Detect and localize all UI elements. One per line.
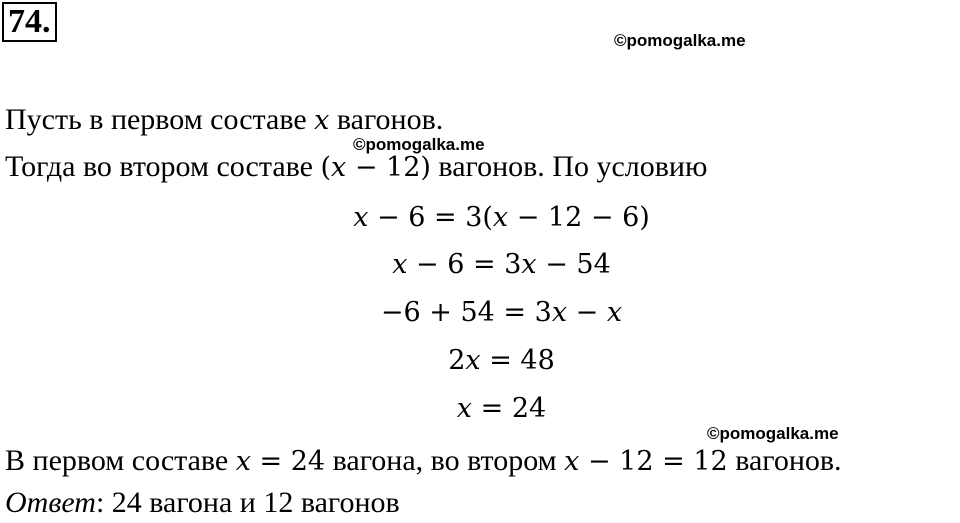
line1-text-a: Пусть в первом составе: [5, 103, 315, 136]
equation-2: [0, 245, 960, 285]
eq4-pre: 2: [448, 345, 466, 376]
eq4-rest1: = 48: [480, 345, 555, 376]
eq3-mid: −: [567, 297, 607, 328]
eq3-var2: x: [606, 297, 623, 328]
eq1-var1: x: [353, 202, 369, 233]
line1-text-b: вагонов.: [329, 103, 444, 136]
equation-4: [0, 341, 960, 381]
eq2-var1: x: [392, 249, 408, 280]
answer-text: : 24 вагона и 12 вагонов: [95, 486, 400, 519]
solution-line-1: [5, 100, 443, 141]
watermark-middle: ©pomogalka.me: [353, 135, 485, 154]
line2-paren: (: [320, 152, 331, 183]
eq2-rest1: − 6 = 3: [407, 249, 522, 280]
equation-1: [0, 198, 960, 238]
eq1-rest1: − 6 = 3(: [368, 202, 493, 233]
conclusion-math1-rest: = 24: [250, 446, 326, 477]
problem-number: 74.: [2, 2, 57, 42]
line2-variable: x: [331, 152, 347, 183]
line1-variable: x: [314, 105, 330, 136]
eq5-rest1: = 24: [472, 393, 547, 424]
line2-math-rest: − 12): [346, 152, 431, 183]
eq4-var1: x: [465, 345, 481, 376]
eq1-var2: x: [492, 202, 509, 233]
watermark-top-right: ©pomogalka.me: [614, 31, 746, 50]
conclusion-math-1: [236, 446, 325, 477]
eq5-var1: x: [456, 393, 473, 424]
conclusion-text-b: вагона, во втором: [325, 444, 565, 477]
conclusion-text-a: В первом составе: [5, 444, 236, 477]
conclusion-math-2: [564, 446, 728, 477]
eq1-rest2: − 12 − 6): [508, 202, 650, 233]
eq3-pre: −6 + 54 = 3: [380, 297, 552, 328]
watermark-lower-right: ©pomogalka.me: [707, 424, 839, 443]
answer-line: [5, 483, 400, 523]
conclusion-line: [5, 441, 842, 482]
eq2-rest2: − 54: [536, 249, 611, 280]
eq3-var1: x: [551, 297, 568, 328]
solution-line-2: [5, 147, 707, 188]
equation-5: [0, 389, 960, 429]
conclusion-var2: x: [564, 446, 580, 477]
conclusion-text-c: вагонов.: [727, 444, 842, 477]
eq2-var2: x: [521, 249, 537, 280]
line2-text-a: Тогда во втором составе: [5, 150, 321, 183]
answer-label: Ответ: [5, 486, 96, 519]
conclusion-var1: x: [235, 446, 251, 477]
conclusion-math2-rest: − 12 = 12: [579, 446, 728, 477]
line2-text-b: вагонов. По условию: [430, 150, 708, 183]
equation-3: [0, 293, 960, 333]
line2-math: [320, 152, 430, 183]
